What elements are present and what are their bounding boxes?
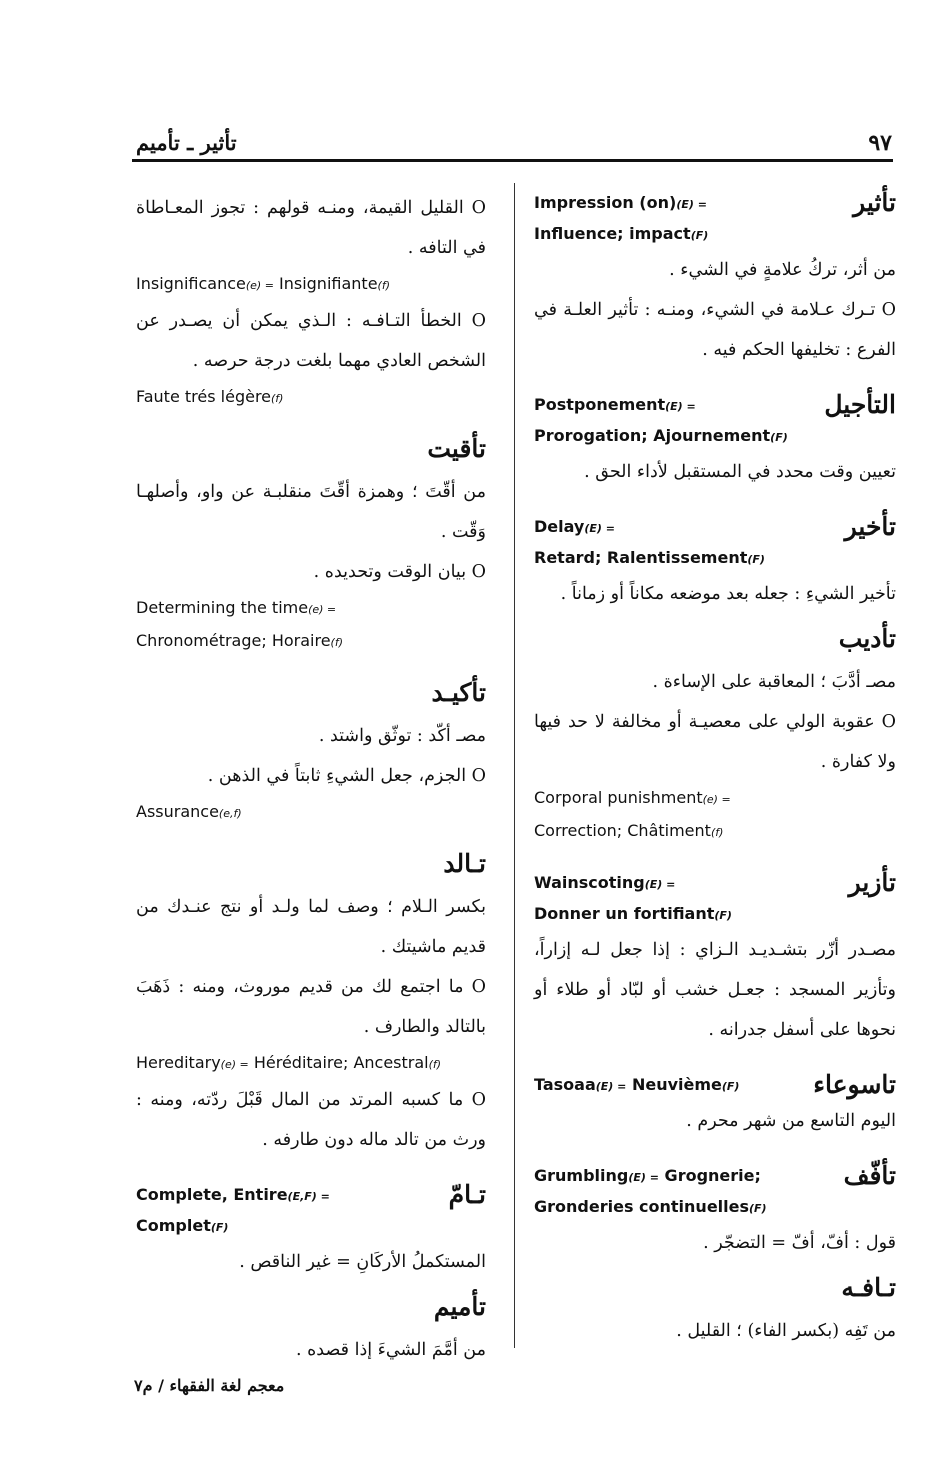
translation-fr: Correction; Châtiment(f) <box>534 821 724 840</box>
definition: O الجزم، جعل الشيءِ ثابتاً في الذهن . <box>207 766 486 786</box>
headword: تـامّ <box>448 1180 486 1209</box>
headword: تاسوعاء <box>813 1070 896 1099</box>
definition: تأخير الشيءِ : جعله بعد موضعه مكاناً أو زماناً . <box>560 584 896 604</box>
translation-en: Postponement(E) = <box>534 395 696 414</box>
translation: Insignificance(e) = Insignifiante(f) <box>136 274 390 293</box>
definition: اليوم التاسع من شهر محرم . <box>686 1111 896 1131</box>
translation-en: Tasoaa(E) = Neuvième(F) <box>534 1075 740 1094</box>
definition: O الخطأ التـافـه : الـذي يمكن أن يصـدر عن الشخص العادي مهما بلغت درجة حرصه . <box>136 311 486 371</box>
translation-fr: Prorogation; Ajournement(F) <box>534 426 788 445</box>
entry-taqit <box>136 434 486 658</box>
definition: O القليل القيمة، ومنـه قولهم : تجوز المعـاطاة في التافه . <box>136 198 486 258</box>
entry-takid <box>136 678 486 829</box>
entry-tafih-continued <box>136 188 486 414</box>
definition: تعيين وقت محدد في المستقبل لأداء الحق . <box>584 462 896 482</box>
definition: من أمَّمَ الشيءَ إذا قصده . <box>296 1340 486 1360</box>
definition: مصـدر أزّر بتشـديـد الـزاي : إذا جعل لـه إزاراً، وتأزير المسجد : جعـل خشب أو لبّاد أو طلاء أو نحوها على أسفل جدرانه . <box>534 940 896 1040</box>
entry-tamm <box>136 1180 486 1282</box>
translation-fr: Influence; impact(F) <box>534 224 709 243</box>
definition: O ما اجتمع لك من قديم موروث، ومنه : ذَهَبَ بالتالد والطارف . <box>136 977 486 1037</box>
headword: تأخير <box>844 512 896 541</box>
right-column <box>534 188 896 1351</box>
definition: المستكملُ الأركَانِ = غير الناقص . <box>239 1252 486 1272</box>
definition: O تـرك عـلامة في الشيء، ومنـه : تأثير العلـة في الفرع : تخليفها الحكم فيه . <box>534 300 896 360</box>
entry-tafih <box>534 1273 896 1351</box>
definition: بكسر الـلام ؛ وصف لما ولـد أو نتج عنـدك من قديم ماشيتك . <box>136 897 486 957</box>
definition: من أثر، تركُ علامةٍ في الشيء . <box>669 260 896 280</box>
column-divider <box>514 183 515 1348</box>
entry-tajil <box>534 390 896 492</box>
entry-tazir <box>534 868 896 1050</box>
translation-en: Complete, Entire(E,F) = <box>136 1185 330 1204</box>
definition: مصـ أدَّبَ ؛ المعاقبة على الإساءة . <box>652 672 896 692</box>
definition: من أقّتَ ؛ وهمزة أقّتَ منقلبـة عن واو، وأصلهـا وَقّت . <box>136 482 486 542</box>
translation-fr: Faute trés légère(f) <box>136 387 284 406</box>
header-rule <box>132 159 893 162</box>
translation-en: Determining the time(e) = <box>136 598 337 617</box>
definition: O ما كسبه المرتد من المال قَبْلَ ردّته، ومنه : ورث من تالد ماله دون طارفه . <box>136 1090 486 1150</box>
headword: تأزير <box>848 868 896 897</box>
page-footer: معجم لغة الفقهاء / م٧ <box>134 1376 285 1395</box>
headword: تأديب <box>838 624 896 653</box>
translation: Assurance(e,f) <box>136 802 242 821</box>
translation-en: Delay(E) = <box>534 517 615 536</box>
headword: تأكيـد <box>431 678 486 707</box>
entry-takhir <box>534 512 896 614</box>
definition: O بيان الوقت وتحديده . <box>313 562 486 582</box>
headword: التأجيل <box>824 390 896 419</box>
translation-fr: Complet(F) <box>136 1216 229 1235</box>
entry-taaffuf <box>534 1161 896 1263</box>
entry-tathir <box>534 188 896 370</box>
definition: O عقوبة الولي على معصيـة أو مخالفة لا حد فيها ولا كفارة . <box>534 712 896 772</box>
definition: قول : أفّ، أفّ = التضجّر . <box>703 1233 896 1253</box>
headword: تأقيت <box>427 434 486 463</box>
definition: من تَفِه (بكسر الفاء) ؛ القليل . <box>676 1321 896 1341</box>
left-column <box>136 188 486 1370</box>
entry-tadib <box>534 624 896 848</box>
translation-fr: Retard; Ralentissement(F) <box>534 548 765 567</box>
entry-talid <box>136 849 486 1160</box>
translation-fr: Chronométrage; Horaire(f) <box>136 631 344 650</box>
definition: مصـ أكّد : توثّق واشتد . <box>318 726 486 746</box>
headword: تأفّف <box>843 1161 896 1190</box>
headword: تأثير <box>853 188 896 217</box>
translation: Hereditary(e) = Héréditaire; Ancestral(f) <box>136 1053 442 1072</box>
translation-en: Corporal punishment(e) = <box>534 788 731 807</box>
running-header-title: تأثير ـ تأميم <box>136 130 237 155</box>
headword: تأميم <box>433 1292 486 1321</box>
headword: تـافـه <box>841 1273 896 1302</box>
entry-tamim <box>136 1292 486 1370</box>
translation-fr: Donner un fortifiant(F) <box>534 904 732 923</box>
translation-en: Grumbling(E) = Grognerie; <box>534 1166 761 1185</box>
translation-en: Impression (on)(E) = <box>534 193 707 212</box>
translation-en: Wainscoting(E) = <box>534 873 676 892</box>
page-number: ٩٧ <box>868 130 892 156</box>
headword: تـالد <box>443 849 486 878</box>
translation-fr: Gronderies continuelles(F) <box>534 1197 767 1216</box>
entry-tasua <box>534 1070 896 1141</box>
